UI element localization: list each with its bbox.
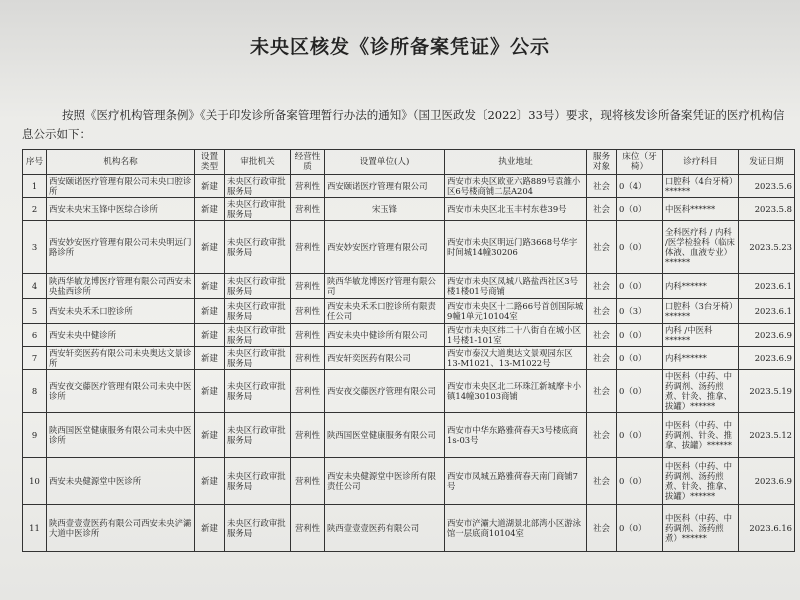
cell-type: 新建 bbox=[195, 324, 225, 347]
cell-nature: 营利性 bbox=[291, 458, 325, 505]
cell-subjects: 内科****** bbox=[663, 347, 739, 370]
cell-type: 新建 bbox=[195, 413, 225, 458]
cell-authority: 未央区行政审批服务局 bbox=[225, 505, 291, 552]
cell-type: 新建 bbox=[195, 198, 225, 221]
cell-no: 7 bbox=[23, 347, 47, 370]
cell-authority: 未央区行政审批服务局 bbox=[225, 299, 291, 324]
cell-no: 2 bbox=[23, 198, 47, 221]
cell-date: 2023.5.12 bbox=[739, 413, 795, 458]
cell-no: 11 bbox=[23, 505, 47, 552]
cell-target: 社会 bbox=[587, 198, 617, 221]
cell-beds: 0（4） bbox=[617, 175, 663, 198]
cell-authority: 未央区行政审批服务局 bbox=[225, 370, 291, 413]
cell-beds: 0（0） bbox=[617, 324, 663, 347]
table-row bbox=[23, 370, 795, 413]
cell-beds: 0（3） bbox=[617, 299, 663, 324]
cell-type: 新建 bbox=[195, 505, 225, 552]
table-row bbox=[23, 299, 795, 324]
cell-no: 1 bbox=[23, 175, 47, 198]
cell-nature: 营利性 bbox=[291, 175, 325, 198]
cell-no: 5 bbox=[23, 299, 47, 324]
cell-name: 西安夜交藤医疗管理有限公司未央中医诊所 bbox=[47, 370, 195, 413]
cell-name: 西安未央中健诊所 bbox=[47, 324, 195, 347]
cell-no: 3 bbox=[23, 221, 47, 274]
cell-target: 社会 bbox=[587, 299, 617, 324]
cell-type: 新建 bbox=[195, 221, 225, 274]
cell-type: 新建 bbox=[195, 299, 225, 324]
table-row bbox=[23, 221, 795, 274]
cell-name: 西安未央健源堂中医诊所 bbox=[47, 458, 195, 505]
cell-unit: 西安妙安医疗管理有限公司 bbox=[325, 221, 445, 274]
cell-date: 2023.5.23 bbox=[739, 221, 795, 274]
cell-subjects: 内科****** bbox=[663, 274, 739, 299]
cell-unit: 宋玉锋 bbox=[325, 198, 445, 221]
cell-no: 6 bbox=[23, 324, 47, 347]
cell-target: 社会 bbox=[587, 413, 617, 458]
cell-unit: 西安轩奕医药有限公司 bbox=[325, 347, 445, 370]
cell-subjects: 全科医疗科 / 内科 /医学检验科（临床体液、血液专业）****** bbox=[663, 221, 739, 274]
cell-beds: 0（0） bbox=[617, 505, 663, 552]
cell-beds: 0（0） bbox=[617, 370, 663, 413]
cell-target: 社会 bbox=[587, 505, 617, 552]
header-date: 发证日期 bbox=[739, 150, 795, 175]
cell-beds: 0（0） bbox=[617, 274, 663, 299]
cell-beds: 0（0） bbox=[617, 198, 663, 221]
cell-nature: 营利性 bbox=[291, 370, 325, 413]
cell-address: 西安市中华东路雅荷春天3号楼底商1s-03号 bbox=[445, 413, 587, 458]
cell-date: 2023.5.19 bbox=[739, 370, 795, 413]
cell-beds: 0（0） bbox=[617, 221, 663, 274]
cell-authority: 未央区行政审批服务局 bbox=[225, 347, 291, 370]
cell-address: 西安市未央区凤城八路盐西社区3号楼1楼01号商铺 bbox=[445, 274, 587, 299]
cell-name: 陕西壹壹壹医药有限公司西安未央浐灞大道中医诊所 bbox=[47, 505, 195, 552]
cell-unit: 西安未央禾禾口腔诊所有限责任公司 bbox=[325, 299, 445, 324]
cell-name: 西安未央禾禾口腔诊所 bbox=[47, 299, 195, 324]
cell-nature: 营利性 bbox=[291, 324, 325, 347]
cell-name: 陕西国医堂健康服务有限公司未央中医诊所 bbox=[47, 413, 195, 458]
cell-name: 西安颐诺医疗管理有限公司未央口腔诊所 bbox=[47, 175, 195, 198]
cell-no: 9 bbox=[23, 413, 47, 458]
cell-unit: 西安未央健源堂中医诊所有限责任公司 bbox=[325, 458, 445, 505]
cell-target: 社会 bbox=[587, 347, 617, 370]
cell-address: 西安市未央区北玉丰村东巷39号 bbox=[445, 198, 587, 221]
header-unit: 设置单位(人) bbox=[325, 150, 445, 175]
table-row bbox=[23, 458, 795, 505]
cell-subjects: 中医科（中药、中药调剂、针灸、推拿、拔罐）****** bbox=[663, 413, 739, 458]
cell-nature: 营利性 bbox=[291, 413, 325, 458]
table-row bbox=[23, 198, 795, 221]
cell-address: 西安市未央区北二环珠江新城摩卡小镇14幢30103商铺 bbox=[445, 370, 587, 413]
cell-nature: 营利性 bbox=[291, 274, 325, 299]
cell-subjects: 口腔科（4台牙椅）****** bbox=[663, 175, 739, 198]
cell-name: 西安轩奕医药有限公司未央奥达文景诊所 bbox=[47, 347, 195, 370]
cell-authority: 未央区行政审批服务局 bbox=[225, 458, 291, 505]
table-header-row bbox=[23, 150, 795, 175]
header-nature: 经营性质 bbox=[291, 150, 325, 175]
cell-no: 4 bbox=[23, 274, 47, 299]
header-no: 序号 bbox=[23, 150, 47, 175]
cell-target: 社会 bbox=[587, 175, 617, 198]
cell-date: 2023.6.16 bbox=[739, 505, 795, 552]
cell-subjects: 口腔科（3台牙椅）****** bbox=[663, 299, 739, 324]
cell-authority: 未央区行政审批服务局 bbox=[225, 198, 291, 221]
table-row bbox=[23, 175, 795, 198]
header-type: 设置类型 bbox=[195, 150, 225, 175]
cell-type: 新建 bbox=[195, 458, 225, 505]
cell-no: 8 bbox=[23, 370, 47, 413]
header-target: 服务对象 bbox=[587, 150, 617, 175]
cell-date: 2023.6.1 bbox=[739, 274, 795, 299]
cell-nature: 营利性 bbox=[291, 221, 325, 274]
cell-beds: 0（0） bbox=[617, 413, 663, 458]
cell-date: 2023.6.1 bbox=[739, 299, 795, 324]
cell-address: 西安市凤城五路雅荷春天南门商铺7号 bbox=[445, 458, 587, 505]
table-row bbox=[23, 347, 795, 370]
cell-name: 西安未央宋玉锋中医综合诊所 bbox=[47, 198, 195, 221]
cell-target: 社会 bbox=[587, 274, 617, 299]
cell-target: 社会 bbox=[587, 458, 617, 505]
cell-address: 西安市未央区欧亚六路889号袁雒小区6号楼商铺二层A204 bbox=[445, 175, 587, 198]
cell-date: 2023.6.9 bbox=[739, 458, 795, 505]
cell-address: 西安市未央区十二路66号首创国际城9幢1单元10104室 bbox=[445, 299, 587, 324]
header-beds: 床位（牙椅） bbox=[617, 150, 663, 175]
cell-unit: 西安颐诺医疗管理有限公司 bbox=[325, 175, 445, 198]
cell-address: 西安市浐灞大道湖景北部湾小区游泳馆一层底商10104室 bbox=[445, 505, 587, 552]
cell-subjects: 内科 /中医科****** bbox=[663, 324, 739, 347]
cell-target: 社会 bbox=[587, 370, 617, 413]
table-row bbox=[23, 324, 795, 347]
cell-nature: 营利性 bbox=[291, 198, 325, 221]
cell-subjects: 中医科****** bbox=[663, 198, 739, 221]
table-row bbox=[23, 505, 795, 552]
cell-authority: 未央区行政审批服务局 bbox=[225, 413, 291, 458]
header-subjects: 诊疗科目 bbox=[663, 150, 739, 175]
cell-nature: 营利性 bbox=[291, 347, 325, 370]
cell-no: 10 bbox=[23, 458, 47, 505]
cell-unit: 陕西壹壹壹医药有限公司 bbox=[325, 505, 445, 552]
cell-date: 2023.6.9 bbox=[739, 347, 795, 370]
table-row bbox=[23, 413, 795, 458]
cell-authority: 未央区行政审批服务局 bbox=[225, 175, 291, 198]
cell-subjects: 中医科（中药、中药调剂、汤药煎煮）****** bbox=[663, 505, 739, 552]
header-address: 执业地址 bbox=[445, 150, 587, 175]
cell-type: 新建 bbox=[195, 370, 225, 413]
cell-date: 2023.5.6 bbox=[739, 175, 795, 198]
header-name: 机构名称 bbox=[47, 150, 195, 175]
cell-target: 社会 bbox=[587, 221, 617, 274]
cell-type: 新建 bbox=[195, 347, 225, 370]
cell-subjects: 中医科（中药、中药调剂、汤药煎煮、针灸、推拿、拔罐）****** bbox=[663, 370, 739, 413]
cell-address: 西安市泰汉大道奥达文景观园东区13-M1021、13-M1022号 bbox=[445, 347, 587, 370]
cell-unit: 西安夜交藤医疗管理有限公司 bbox=[325, 370, 445, 413]
cell-date: 2023.6.9 bbox=[739, 324, 795, 347]
cell-unit: 陕西华敏龙博医疗管理有限公司 bbox=[325, 274, 445, 299]
cell-address: 西安市未央区明远门路3668号华宇时间城14幢30206 bbox=[445, 221, 587, 274]
cell-type: 新建 bbox=[195, 274, 225, 299]
cell-nature: 营利性 bbox=[291, 505, 325, 552]
intro-paragraph bbox=[22, 106, 787, 144]
cell-date: 2023.5.8 bbox=[739, 198, 795, 221]
page-title: 未央区核发《诊所备案凭证》公示 bbox=[249, 36, 550, 58]
cell-unit: 西安未央中健诊所有限公司 bbox=[325, 324, 445, 347]
header-authority: 审批机关 bbox=[225, 150, 291, 175]
cell-beds: 0（0） bbox=[617, 347, 663, 370]
clinic-table bbox=[22, 149, 795, 552]
cell-beds: 0（0） bbox=[617, 458, 663, 505]
cell-nature: 营利性 bbox=[291, 299, 325, 324]
cell-address: 西安市未央区纬二十八街自在城小区1号楼1-101室 bbox=[445, 324, 587, 347]
cell-name: 西安妙安医疗管理有限公司未央明远门路诊所 bbox=[47, 221, 195, 274]
cell-subjects: 中医科（中药、中药调剂、汤药煎煮、针灸、推拿、拔罐）****** bbox=[663, 458, 739, 505]
cell-unit: 陕西国医堂健康服务有限公司 bbox=[325, 413, 445, 458]
cell-target: 社会 bbox=[587, 324, 617, 347]
cell-authority: 未央区行政审批服务局 bbox=[225, 324, 291, 347]
table-row bbox=[23, 274, 795, 299]
cell-authority: 未央区行政审批服务局 bbox=[225, 221, 291, 274]
cell-name: 陕西华敏龙博医疗管理有限公司西安未央盐西诊所 bbox=[47, 274, 195, 299]
cell-type: 新建 bbox=[195, 175, 225, 198]
cell-authority: 未央区行政审批服务局 bbox=[225, 274, 291, 299]
intro-text: 按照《医疗机构管理条例》《关于印发诊所备案管理暂行办法的通知》（国卫医政发〔2022〕33号）要求，现将核发诊所备案凭证的医疗机构信息公示如下： bbox=[22, 108, 785, 141]
